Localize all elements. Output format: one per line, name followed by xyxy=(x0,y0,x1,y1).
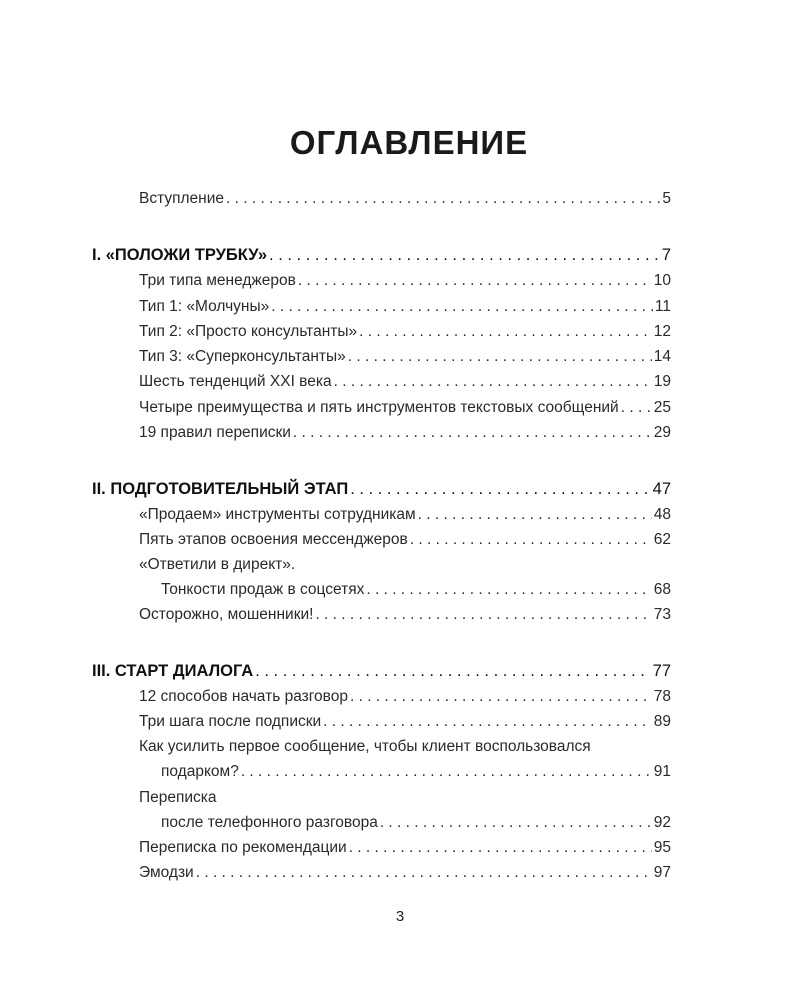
toc-entry-page: 11 xyxy=(654,298,671,315)
toc-entry-page: 29 xyxy=(653,424,671,441)
toc-entry xyxy=(139,320,671,344)
toc-entry-page: 62 xyxy=(653,531,671,548)
toc-section-1 xyxy=(92,243,671,267)
leader-dots xyxy=(271,295,653,319)
toc-section-title: II. ПОДГОТОВИТЕЛЬНЫЙ ЭТАП xyxy=(92,480,349,498)
toc-entry-title-line1: Переписка xyxy=(139,789,217,806)
leader-dots xyxy=(269,243,660,267)
toc-entry-title: Тип 1: «Молчуны» xyxy=(139,298,270,315)
toc-entry-title: Четыре преимущества и пять инструментов текстовых сообщений xyxy=(139,399,619,416)
toc-entry xyxy=(161,760,671,784)
leader-dots xyxy=(366,578,651,602)
toc-entry-title: Осторожно, мошенники! xyxy=(139,606,314,623)
toc-entry-page: 95 xyxy=(653,839,671,856)
toc-entry xyxy=(139,836,671,860)
leader-dots xyxy=(255,659,650,683)
toc-entry-title: после телефонного разговора xyxy=(161,814,378,831)
toc-entry-page: 5 xyxy=(662,190,671,207)
toc-entry-page: 14 xyxy=(653,348,671,365)
leader-dots xyxy=(226,187,660,211)
toc-entry xyxy=(161,578,671,602)
toc-entry-title: 19 правил переписки xyxy=(139,424,291,441)
page-title: ОГЛАВЛЕНИЕ xyxy=(289,124,529,161)
toc-entry xyxy=(139,503,671,527)
toc-entry xyxy=(139,685,671,709)
toc-entry-title: Тонкости продаж в соцсетях xyxy=(161,581,365,598)
toc-entry-title: Тип 2: «Просто консультанты» xyxy=(139,323,358,340)
toc-entry-page: 97 xyxy=(653,864,671,881)
leader-dots xyxy=(349,836,652,860)
toc-entry-intro xyxy=(139,187,671,211)
toc-entry-title: Переписка по рекомендации xyxy=(139,839,347,856)
leader-dots xyxy=(241,760,652,784)
toc-entry-title: Вступление xyxy=(139,190,225,207)
toc-entry-title-line1: «Ответили в директ». xyxy=(139,556,296,573)
leader-dots xyxy=(418,503,652,527)
toc-entry-page: 78 xyxy=(653,688,671,705)
toc-entry-title: 12 способов начать разговор xyxy=(139,688,348,705)
toc-section-page: 7 xyxy=(661,246,671,264)
toc-entry-page: 25 xyxy=(653,399,671,416)
leader-dots xyxy=(350,685,652,709)
toc-section-title: III. СТАРТ ДИАЛОГА xyxy=(92,662,254,680)
toc-entry-title: Эмодзи xyxy=(139,864,194,881)
toc-entry-page: 68 xyxy=(653,581,671,598)
page-number: 3 xyxy=(395,908,405,925)
toc-entry-page: 10 xyxy=(653,272,671,289)
toc-entry-title: Шесть тенденций XXI века xyxy=(139,373,332,390)
leader-dots xyxy=(196,861,652,885)
toc-entry xyxy=(139,345,671,369)
toc-entry-title: подарком? xyxy=(161,763,239,780)
toc-entry-page: 48 xyxy=(653,506,671,523)
toc-entry-title: Три типа менеджеров xyxy=(139,272,296,289)
toc-entry-page: 89 xyxy=(653,713,671,730)
toc-section-page: 47 xyxy=(652,480,671,498)
leader-dots xyxy=(334,370,652,394)
toc-entry-title-line1: Как усилить первое сообщение, чтобы клиент воспользовался xyxy=(139,738,591,755)
toc-entry-page: 91 xyxy=(653,763,671,780)
toc-entry xyxy=(139,295,671,319)
leader-dots xyxy=(621,396,652,420)
toc-section-title: I. «ПОЛОЖИ ТРУБКУ» xyxy=(92,246,268,264)
toc-entry-title: Пять этапов освоения мессенджеров xyxy=(139,531,408,548)
toc-entry-title: Тип 3: «Суперконсультанты» xyxy=(139,348,346,365)
toc-entry-title: Три шага после подписки xyxy=(139,713,322,730)
leader-dots xyxy=(350,477,650,501)
leader-dots xyxy=(293,421,652,445)
leader-dots xyxy=(298,269,652,293)
leader-dots xyxy=(359,320,652,344)
leader-dots xyxy=(323,710,652,734)
leader-dots xyxy=(315,603,651,627)
toc-entry-page: 12 xyxy=(653,323,671,340)
toc-entry xyxy=(139,710,671,734)
toc-section-page: 77 xyxy=(652,662,671,680)
toc-entry xyxy=(139,421,671,445)
toc-entry xyxy=(139,370,671,394)
toc-entry xyxy=(139,861,671,885)
toc-entry-title: «Продаем» инструменты сотрудникам xyxy=(139,506,416,523)
toc-entry xyxy=(161,811,671,835)
toc-entry xyxy=(139,269,671,293)
toc-section-2 xyxy=(92,477,671,501)
leader-dots xyxy=(348,345,652,369)
toc-entry-page: 92 xyxy=(653,814,671,831)
leader-dots xyxy=(410,528,652,552)
toc-entry xyxy=(139,528,671,552)
toc-section-3 xyxy=(92,659,671,683)
toc-entry xyxy=(139,396,671,420)
toc-entry-page: 73 xyxy=(653,606,671,623)
toc-entry xyxy=(139,603,671,627)
toc-entry-page: 19 xyxy=(653,373,671,390)
leader-dots xyxy=(380,811,652,835)
